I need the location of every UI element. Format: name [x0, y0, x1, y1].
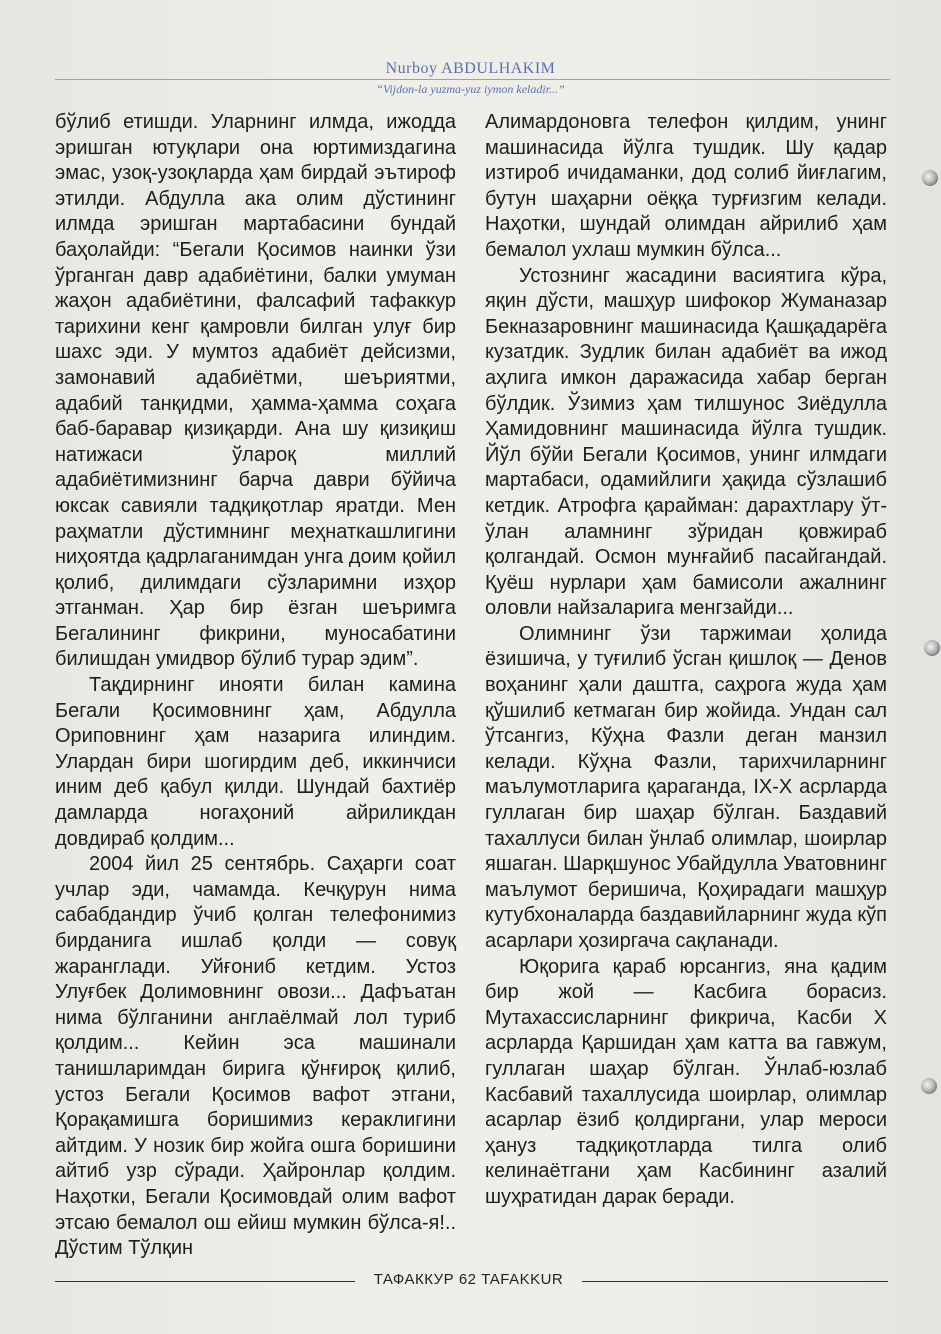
paragraph: Тақдирнинг инояти билан камина Бегали Қосимовнинг ҳам, Абдулла Ориповнинг ҳам назарига илиндим. Улардан бири шогирдим деб, иккинчиси иним деб қабул қилди. Шундай бахтиёр дамларда ногаҳоний айриликдан довдираб қолдим... — [55, 674, 456, 850]
right-column — [485, 110, 887, 1211]
paragraph: Алимардоновга телефон қилдим, унинг машинасида йўлга тушдик. Шу қадар изтироб ичидаманки, дод солиб йиғлагим, бутун шаҳарни оёққа турғизгим келади. Наҳотки, шундай олимдан айрилиб ҳам бемалол ухлаш мумкин бўлса... — [485, 111, 887, 261]
footer-rule-right — [582, 1281, 888, 1282]
paragraph: Олимнинг ўзи таржимаи ҳолида ёзишича, у туғилиб ўсган қишлоқ — Денов воҳанинг ҳали даштга, саҳрога жуда ҳам қўшилиб кетмаган бир жойида. Ундан сал ўтсангиз, Кўҳна Фазли деган манзил келади. Кўҳна Фазли, тарихчиларнинг маълумотларига қараганда, IX-X асрларда гуллаган бир шаҳар бўлган. Баздавий тахаллуси билан ўнлаб олимлар, шоирлар яшаган. Шарқшунос Убайдулла Уватовнинг маълумот беришича, Қоҳирадаги машҳур кутубхоналарда баздавийларнинг жуда кўп асарлари ҳозиргача сақланади. — [485, 622, 887, 952]
footer-page-number: ТАФАККУР 62 TAFAKKUR — [373, 1271, 564, 1288]
running-header-epigraph: “Vijdon-la yuzma-yuz iymon keladir...” — [376, 82, 565, 96]
binder-hole-icon — [924, 640, 940, 656]
header-rule — [55, 79, 890, 80]
paragraph: Устознинг жасадини васиятига кўра, яқин дўсти, машҳур шифокор Жуманазар Бекназаровнинг машинасида Қашқадарёга кузатдик. Зудлик билан адабиёт ва ижод аҳлига имкон даражасида хабар берган бўлдик. Ўзимиз ҳам тилшунос Зиёдулла Ҳамидовнинг машинасида йўлга тушдик. Йўл бўйи Бегали Қосимов, унинг илмдаги мартабаси, одамийлиги ҳақида сўзлашиб кетдик. Атрофга қарайман: дарахтлару ўт-ўлан аламнинг зўридан қовжираб қолгандай. Осмон мунғайиб пасайгандай. Қуёш нурлари ҳам бамисоли ажалнинг оловли найзаларига менгзайди... — [485, 264, 887, 620]
left-column — [55, 110, 456, 1262]
running-header-author: Nurboy ABDULHAKIM — [385, 60, 556, 77]
paragraph: 2004 йил 25 сентябрь. Саҳарги соат учлар эди, чамамда. Кечқурун нима сабабдандир ўчиб қолган телефонимиз бирданига ишлаб қолди — совуқ жаранглади. Уйғониб кетдим. Устоз Улуғбек Долимовнинг овози... Дафъатан нима бўлганини англаёлмай лол туриб қолдим... Кейин эса машинали танишларимдан бирига қўнғироқ қилиб, устоз Бегали Қосимов вафот этгани, Қорақамишга боришимиз кераклигини айтдим. У нозик бир жойга ошга боришини айтиб узр сўради. Ҳайронлар қолдим. Наҳотки, Бегали Қосимовдай олим вафот этсаю бемалол ош ейиш мумкин бўлса-я!.. Дўстим Тўлқин — [55, 853, 456, 1260]
footer-rule-left — [55, 1281, 355, 1282]
paragraph: Юқорига қараб юрсангиз, яна қадим бир жой — Касбига борасиз. Мутахассисларнинг фикрича, Касби X асрларда Қаршидан ҳам катта ва гавжум, гуллаган шаҳар бўлган. Ўнлаб-юзлаб Касбавий тахаллусида шоирлар, олимлар асарлар ёзиб қолдиргани, улар мероси ҳануз тадқиқотларда тилга олиб келинаётгани ҳам Касбининг азалий шуҳратидан дарак беради. — [485, 955, 887, 1208]
paragraph: бўлиб етишди. Уларнинг илмда, ижодда эришган ютуқлари она юртимиздагина эмас, узоқ-узоқларда ҳам бирдай эътироф этилди. Абдулла ака олим дўстининг илмда эришган мартабасини бундай баҳолайди: “Бегали Қосимов наинки ўзи ўрганган давр адабиётини, балки умуман жаҳон адабиётини, фалсафий тафаккур тарихини кенг қамровли билган улуғ бир шахс эди. У мумтоз адабиёт дейсизми, замонавий адабиётми, шеъриятми, адабий танқидми, ҳамма-ҳамма соҳага баб-баравар қизиқарди. Ана шу қизиқиш натижаси ўлароқ миллий адабиётимизнинг барча даври бўйича юксак савияли тадқиқотлар яратди. Мен раҳматли дўстимнинг меҳнаткашлигини ниҳоятда қадрлаганимдан унга доим қойил қолиб, дилимдаги сўзларимни изҳор этганман. Ҳар бир ёзган шеъримга Бегалининг фикрини, муносабатини билишдан умидвор бўлиб турар эдим”. — [55, 111, 456, 671]
binder-hole-icon — [921, 1078, 937, 1094]
binder-hole-icon — [922, 170, 938, 186]
